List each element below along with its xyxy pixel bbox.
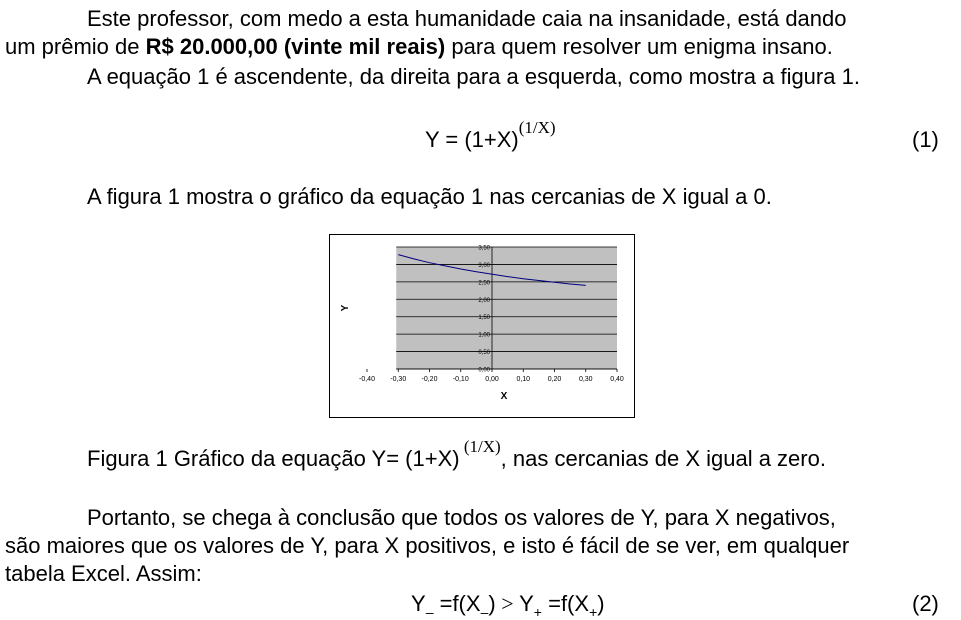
prize-amount: R$ 20.000,00 (vinte mil reais): [145, 34, 446, 59]
equation1-exponent: (1/X): [518, 118, 556, 137]
eq2-y-minus: Y: [411, 591, 426, 616]
paragraph2-line3: tabela Excel. Assim:: [5, 561, 202, 586]
equation1-number: (1): [912, 127, 939, 152]
equation1-base: Y = (1+X): [425, 127, 519, 152]
eq2-y-plus: Y: [519, 591, 534, 616]
x-tick-label: -0,30: [390, 376, 407, 383]
x-tick-label: 0,20: [547, 376, 562, 383]
paragraph1-line2: [5, 34, 833, 60]
caption-pre: Figura 1 Gráfico da equação Y= (1+X): [87, 446, 460, 471]
eq2-sub-plus: +: [533, 604, 542, 620]
y-tick-label: 2,50: [478, 280, 490, 287]
paragraph2-line2: são maiores que os valores de Y, para X positivos, e isto é fácil de se ver, em qualquer: [5, 533, 850, 558]
x-tick-label: -0,10: [452, 376, 469, 383]
x-tick-label: 0,00: [485, 376, 499, 383]
paragraph1-line2-post: para quem resolver um enigma insano.: [445, 34, 833, 59]
y-tick-label: 0,50: [478, 350, 490, 357]
equation1: [425, 118, 556, 155]
y-tick-label: 3,50: [478, 245, 490, 252]
x-tick-label: 0,10: [516, 376, 531, 383]
x-axis-label: X: [500, 391, 508, 402]
eq2-sub-plus-2: +: [589, 604, 598, 620]
paragraph1-line3: A equação 1 é ascendente, da direita para a esquerda, como mostra a figura 1.: [87, 64, 860, 89]
x-tick-label: 0,40: [610, 376, 624, 383]
x-tick-label: 0,30: [578, 376, 593, 383]
caption-exponent: (1/X): [459, 437, 501, 456]
eq2-f-plus: =f(X: [541, 591, 590, 616]
x-tick-label: -0,40: [359, 376, 375, 383]
eq2-close-1: ): [488, 591, 496, 616]
eq2-sub-minus-2: –: [480, 604, 489, 620]
paragraph1-line1: Este professor, com medo a esta humanidade caia na insanidade, está dando: [87, 6, 847, 31]
caption-post: , nas cercanias de X igual a zero.: [500, 446, 826, 471]
figure-caption: [87, 437, 826, 474]
figure1-chart: [329, 234, 635, 418]
eq2-f-minus: =f(X: [433, 591, 481, 616]
eq2-gt: >: [495, 591, 520, 616]
plot-area: [396, 247, 617, 369]
paragraph2-line1: Portanto, se chega à conclusão que todos os valores de Y, para X negativos,: [87, 505, 836, 530]
paragraph1-line2-pre: um prêmio de: [5, 34, 146, 59]
y-tick-label: 2,00: [478, 297, 490, 304]
y-axis-label: Y: [340, 304, 351, 312]
y-tick-label: 3,00: [478, 262, 490, 269]
figure-intro: A figura 1 mostra o gráfico da equação 1 nas cercanias de X igual a 0.: [87, 184, 772, 209]
eq2-close-2: ): [597, 591, 605, 616]
y-tick-label: 1,50: [478, 315, 490, 322]
equation2-number: (2): [912, 591, 939, 616]
eq2-sub-minus: –: [425, 604, 434, 620]
chart-svg: [330, 235, 634, 417]
x-tick-label: -0,20: [421, 376, 438, 383]
y-tick-label: 1,00: [478, 332, 490, 339]
equation2: [411, 591, 605, 619]
y-tick-label: 0,00: [478, 367, 490, 374]
